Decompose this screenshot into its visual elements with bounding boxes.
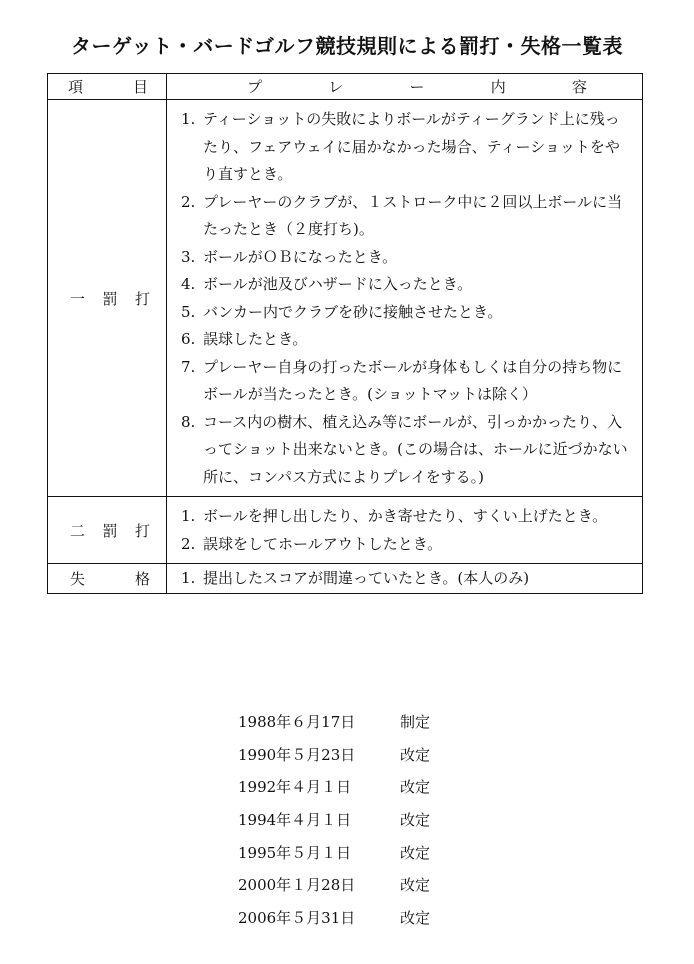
list-item [181, 326, 634, 354]
history-action: 改定 [400, 810, 431, 829]
item-number: 5. [181, 302, 196, 321]
history-row [238, 705, 430, 738]
category-two-stroke [48, 497, 167, 564]
category-char: 二 [70, 521, 86, 540]
item-number: 7. [181, 357, 196, 376]
header-char: プ [247, 78, 263, 96]
list-item [181, 531, 634, 559]
category-char: 格 [134, 569, 150, 588]
history-date: 1995年５月１日 [238, 843, 352, 862]
category-disqualification [48, 564, 167, 594]
document-title: ターゲット・バードゴルフ競技規則による罰打・失格一覧表 [71, 34, 623, 58]
table-row [48, 564, 643, 594]
table-row [48, 497, 643, 564]
list-item [181, 189, 634, 244]
item-text: ティーショットの失敗によりボールがティーグランド上に残ったり、フェアウェイに届かなかった場合、ティーショットをやり直すとき。 [203, 110, 620, 183]
list-item [181, 299, 634, 327]
header-item [48, 74, 167, 100]
history-row [238, 868, 430, 901]
header-char: レ [328, 78, 344, 96]
item-text: ボールを押し出したり、かき寄せたり、すくい上げたとき。 [203, 507, 608, 525]
content-cell [167, 100, 643, 497]
item-number: 1. [181, 507, 196, 525]
history-action: 改定 [400, 778, 431, 797]
rule-list [181, 565, 634, 593]
content-cell [167, 564, 643, 594]
history-date: 1990年５月23日 [238, 745, 356, 764]
header-char: 容 [571, 78, 587, 96]
category-char: 罰 [102, 289, 118, 308]
table-header-row [48, 74, 643, 100]
rule-list [181, 503, 634, 558]
category-char: 失 [70, 569, 86, 588]
list-item [181, 271, 634, 299]
category-char: 罰 [102, 521, 118, 540]
item-text: プレーヤー自身の打ったボールが身体もしくは自分の持ち物にボールが当たったとき。(ショットマットは除く） [203, 357, 623, 403]
history-row [238, 901, 430, 934]
category-one-stroke [48, 100, 167, 497]
header-char: 目 [132, 78, 148, 96]
revision-history [238, 705, 430, 934]
item-text: プレーヤーのクラブが、１ストローク中に２回以上ボールに当たったとき（２度打ち)。 [203, 192, 623, 238]
history-action: 改定 [400, 908, 431, 927]
item-number: 2. [181, 534, 196, 553]
content-cell [167, 497, 643, 564]
header-char: ー [409, 78, 425, 96]
category-char: 打 [134, 521, 150, 540]
header-char: 内 [490, 78, 506, 96]
list-item [181, 409, 634, 492]
history-action: 改定 [400, 876, 431, 895]
item-text: ボールがＯＢになったとき。 [203, 247, 398, 266]
item-number: 1. [181, 569, 196, 587]
header-char: 項 [68, 78, 84, 96]
list-item [181, 244, 634, 272]
category-char: 一 [70, 289, 86, 308]
list-item [181, 565, 634, 593]
item-number: 6. [181, 330, 196, 348]
item-text: 提出したスコアが間違っていたとき。(本人のみ) [203, 569, 530, 587]
list-item [181, 503, 634, 531]
table-row [48, 100, 643, 497]
history-action: 改定 [400, 843, 431, 862]
item-text: コース内の樹木、植え込み等にボールが、引っかかったり、入ってショット出来ないとき。(この場合は、ホールに近づかない所に、コンパス方式によりプレイをする。) [203, 412, 628, 486]
item-text: ボールが池及びハザードに入ったとき。 [203, 275, 473, 293]
history-date: 1988年６月17日 [238, 712, 356, 731]
item-text: バンカー内でクラブを砂に接触させたとき。 [203, 302, 503, 321]
history-date: 2000年１月28日 [238, 876, 356, 895]
item-number: 8. [181, 412, 196, 431]
rule-list [181, 106, 634, 491]
history-date: 2006年５月31日 [238, 908, 356, 927]
item-text: 誤球をしてホールアウトしたとき。 [203, 534, 443, 553]
history-action: 改定 [400, 745, 431, 764]
item-number: 3. [181, 247, 196, 266]
history-action: 制定 [400, 712, 431, 731]
history-row [238, 803, 430, 836]
item-number: 2. [181, 192, 196, 211]
item-number: 4. [181, 275, 196, 293]
list-item [181, 354, 634, 409]
history-row [238, 836, 430, 869]
item-number: 1. [181, 110, 196, 128]
category-char: 打 [134, 289, 150, 308]
header-content [167, 74, 643, 100]
item-text: 誤球したとき。 [203, 330, 308, 348]
history-row [238, 738, 430, 771]
history-date: 1994年４月１日 [238, 810, 352, 829]
history-date: 1992年４月１日 [238, 778, 352, 797]
penalty-table [47, 73, 643, 594]
list-item [181, 106, 634, 189]
history-row [238, 770, 430, 803]
